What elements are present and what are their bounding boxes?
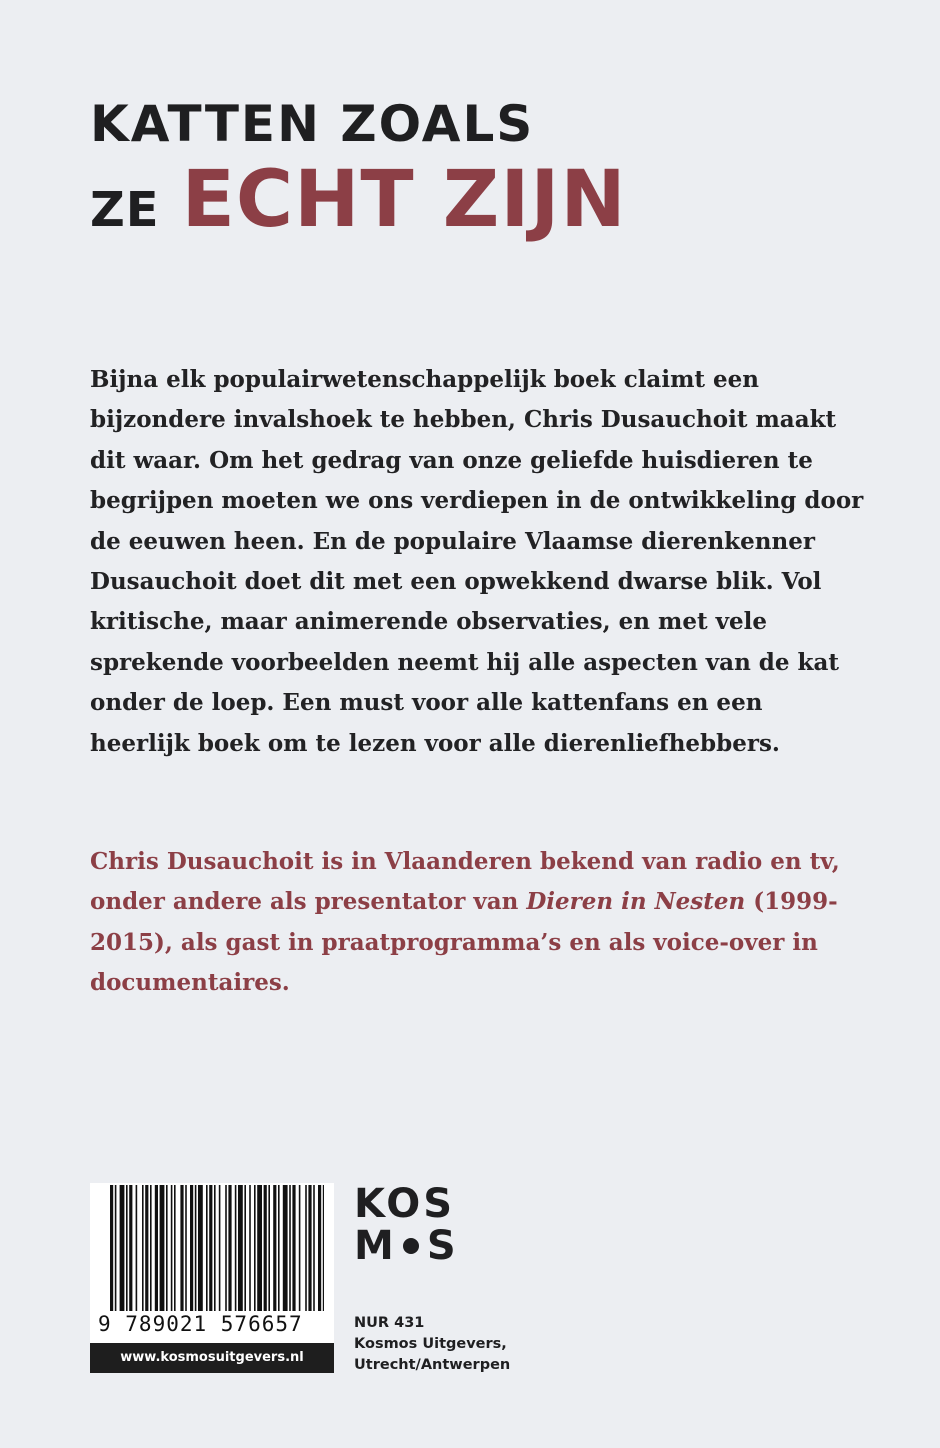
- publisher-name: Kosmos Uitgevers,: [354, 1336, 507, 1352]
- barcode-bar: [198, 1185, 203, 1323]
- barcode-bar: [174, 1185, 176, 1323]
- barcode-bar: [257, 1185, 262, 1323]
- barcode-bar: [110, 1185, 113, 1323]
- logo-dot-icon: [403, 1238, 419, 1254]
- barcode-bar: [308, 1185, 311, 1323]
- barcode-bar: [166, 1185, 168, 1323]
- barcode-bar: [150, 1185, 152, 1323]
- barcode-bar: [299, 1185, 301, 1323]
- barcode-bar: [129, 1185, 132, 1323]
- kosmos-logo: [354, 1183, 474, 1267]
- barcode-bar: [238, 1185, 243, 1323]
- show-title: Dieren in Nesten: [526, 888, 746, 916]
- nur-code: NUR 431: [354, 1315, 425, 1331]
- barcode-bar: [142, 1185, 144, 1323]
- barcode-bar: [244, 1185, 246, 1323]
- barcode-bars: [110, 1185, 324, 1323]
- title-line-1: KATTEN ZOALS: [90, 95, 535, 153]
- title-line-2: [90, 155, 627, 257]
- isbn-number: 9 789021 576657: [98, 1311, 328, 1337]
- barcode-bar: [195, 1185, 197, 1323]
- barcode-bar: [206, 1185, 208, 1323]
- book-description: Bijna elk populairwetenschappelijk boek claimt een bijzondere invalshoek te hebben, Chris Dusauchoit maakt dit waar. Om het gedrag van onze geliefde huisdieren te begrijpen moeten we ons verdiepen in de ontwikkeling door de eeuwen heen. En de populaire Vlaamse dierenkenner Dusauchoit doet dit met een opwekkend dwarse blik. Vol kritische, maar animerende observaties, en met vele sprekende voorbeelden neemt hij alle aspecten van de kat onder de loep. Een must voor alle kattenfans en een heerlijk boek om te lezen voor alle dierenliefhebbers.: [90, 366, 864, 757]
- title-accent: ECHT ZIJN: [181, 155, 627, 245]
- barcode-bar: [283, 1185, 288, 1323]
- barcode-bar: [318, 1185, 321, 1323]
- logo-row-1: KOS: [354, 1181, 456, 1227]
- barcode-bar: [292, 1185, 295, 1323]
- barcode-bar: [249, 1185, 251, 1323]
- barcode-bar: [225, 1185, 227, 1323]
- logo-letter-s: S: [426, 1223, 459, 1269]
- barcode-bar: [115, 1185, 117, 1323]
- logo-letter-m: M: [354, 1223, 397, 1269]
- barcode-bar: [254, 1185, 256, 1323]
- barcode-bar: [160, 1185, 165, 1323]
- barcode-bar: [228, 1185, 231, 1323]
- barcode-bar: [136, 1185, 138, 1323]
- barcode-bar: [120, 1185, 125, 1323]
- barcode-bar: [264, 1185, 267, 1323]
- barcode-bar: [235, 1185, 237, 1323]
- barcode-bar: [190, 1185, 193, 1323]
- barcode-bar: [313, 1185, 315, 1323]
- publisher-info: [354, 1313, 510, 1376]
- title-prefix: ZE: [90, 182, 160, 238]
- author-bio-text-end: (1999-2015), als gast in praatprogramma’s en als voice-over in documentaires.: [90, 888, 838, 997]
- barcode-bar: [126, 1185, 128, 1323]
- barcode-bar: [145, 1185, 148, 1323]
- barcode-bar: [214, 1185, 216, 1323]
- publisher-cities: Utrecht/Antwerpen: [354, 1357, 511, 1373]
- barcode-bar: [185, 1185, 187, 1323]
- publisher-website: www.kosmosuitgevers.nl: [90, 1343, 334, 1373]
- logo-row-2: [354, 1225, 474, 1267]
- isbn-barcode: [90, 1183, 334, 1373]
- barcode-bar: [289, 1185, 291, 1323]
- author-bio: [90, 842, 865, 1004]
- barcode-bar: [268, 1185, 270, 1323]
- barcode-bar: [278, 1185, 280, 1323]
- barcode-bar: [219, 1185, 221, 1323]
- barcode-bar: [155, 1185, 158, 1323]
- barcode-bar: [323, 1185, 324, 1323]
- book-title: [90, 92, 627, 257]
- barcode-bar: [209, 1185, 212, 1323]
- barcode-bar: [305, 1185, 307, 1323]
- author-bio-text: Chris Dusauchoit is in Vlaanderen bekend van radio en tv, onder andere als presentator van: [90, 848, 840, 916]
- barcode-bar: [273, 1185, 276, 1323]
- barcode-bar: [171, 1185, 173, 1323]
- barcode-bar: [180, 1185, 183, 1323]
